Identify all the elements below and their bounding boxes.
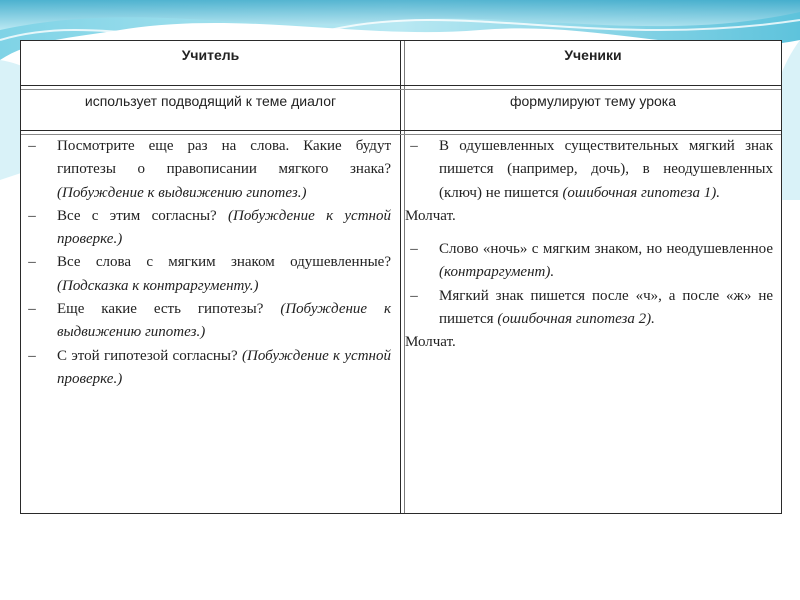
student-item <box>405 135 773 205</box>
bullet-dash: – <box>28 301 36 318</box>
teacher-item-note: (Побуждение к устной проверке.) <box>57 207 391 248</box>
subheader-divider <box>21 130 781 131</box>
dialog-table <box>20 40 782 514</box>
column-divider <box>400 41 401 513</box>
student-item-note: (ошибочная гипотеза 2). <box>497 311 655 328</box>
teacher-item-text: С этой гипотезой согласны? <box>57 347 238 364</box>
teacher-column <box>23 135 391 391</box>
student-silent: Молчат. <box>405 207 456 224</box>
bullet-dash: – <box>410 287 418 304</box>
student-item <box>405 285 773 332</box>
header-divider <box>21 85 781 86</box>
students-header: Ученики <box>564 47 622 63</box>
students-column <box>405 135 773 355</box>
teacher-item-text: Еще какие есть гипотезы? <box>57 301 264 318</box>
bullet-dash: – <box>28 207 36 224</box>
bullet-dash: – <box>28 138 36 154</box>
teacher-item-text: Все с этим согласны? <box>57 207 217 224</box>
student-item-note: (ошибочная гипотеза 1). <box>562 184 721 201</box>
student-item <box>405 238 773 285</box>
teacher-item-text: Все слова с мягким знаком одушевленные? <box>57 254 391 271</box>
teacher-item <box>23 251 391 298</box>
bullet-dash: – <box>28 347 36 364</box>
student-item-note: (контраргумент). <box>439 264 555 281</box>
bullet-dash: – <box>410 138 418 154</box>
teacher-item <box>23 135 391 205</box>
teacher-header: Учитель <box>181 47 240 63</box>
student-item-text: Слово «ночь» с мягким знаком, но неодушевленное <box>439 241 773 258</box>
teacher-item <box>23 298 391 345</box>
teacher-item-note: (Подсказка к контраргументу.) <box>57 277 259 294</box>
students-subheader: формулируют тему урока <box>509 93 677 109</box>
student-item-text: Мягкий знак пишется после «ч», а после «ж» не пишется <box>439 287 773 328</box>
teacher-item-note: (Побуждение к выдвижению гипотез.) <box>57 184 307 201</box>
teacher-item <box>23 345 391 392</box>
bullet-dash: – <box>410 241 418 258</box>
student-silent: Молчат. <box>405 334 456 351</box>
teacher-item <box>23 205 391 252</box>
bullet-dash: – <box>28 254 36 271</box>
teacher-subheader: использует подводящий к теме диалог <box>84 93 337 109</box>
teacher-item-note: (Побуждение к выдвижению гипотез.) <box>57 301 392 341</box>
teacher-item-text: Посмотрите еще раз на слова. Какие будут гипотезы о правописании мягкого знака? <box>57 138 391 178</box>
teacher-item-note: (Побуждение к устной проверке.) <box>57 347 391 387</box>
student-item-text: В одушевленных существительных мягкий знак пишется (например, дочь), в неодушевленных (ключ) не пишется <box>439 138 773 201</box>
